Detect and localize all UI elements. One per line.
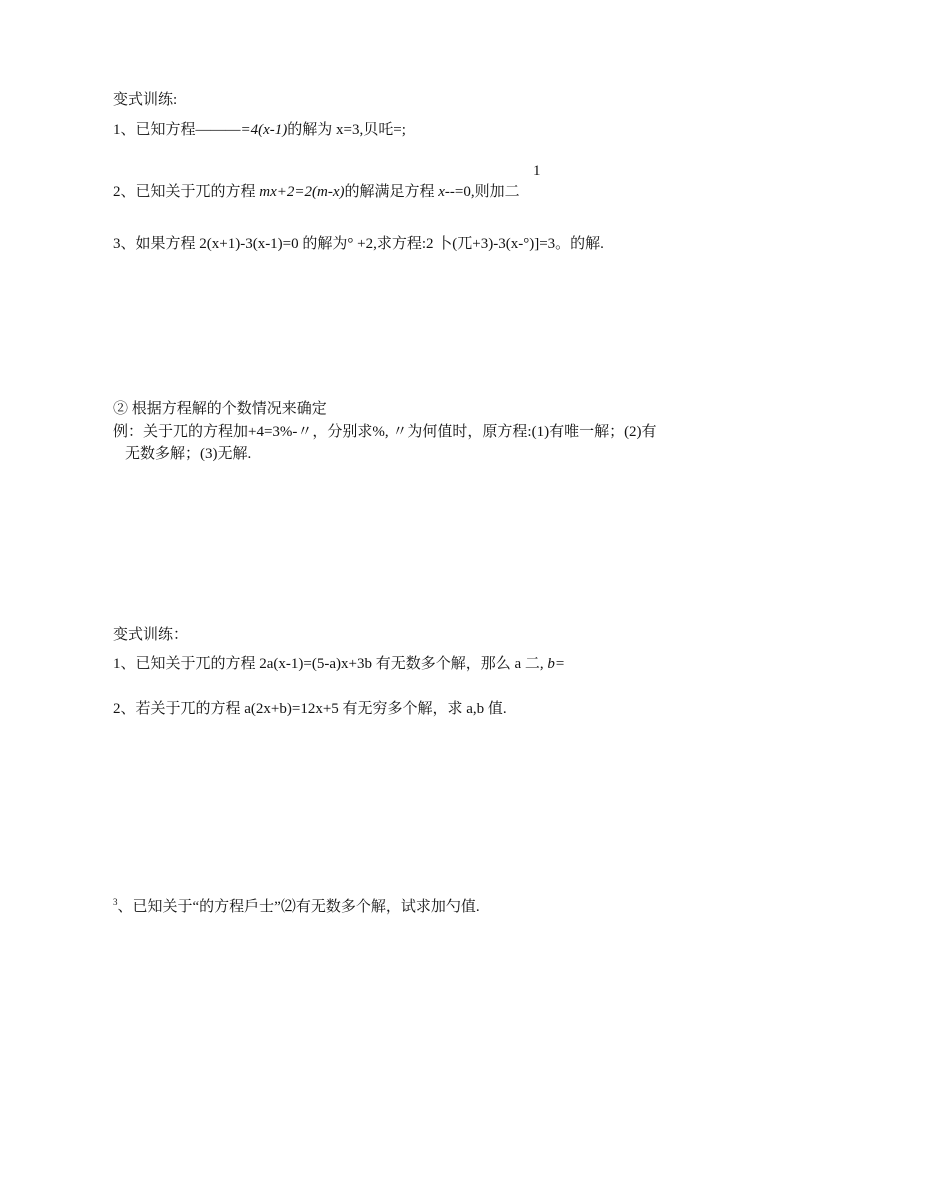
q2-text-a: 2、已知关于兀的方程 bbox=[113, 184, 260, 200]
section1-heading: 变式训练: bbox=[113, 92, 178, 108]
s3q3-number: 3 bbox=[113, 897, 118, 907]
example-line-1: 例：关于兀的方程加+4=3%-〃，分别求%, 〃为何值时，原方程:(1)有唯一解；(2)有 bbox=[113, 424, 657, 440]
example-line-2: 无数多解；(3)无解. bbox=[125, 446, 252, 462]
section3-heading: 变式训练： bbox=[113, 627, 189, 643]
s3q1-text-a: 1、已知关于兀的方程 2a(x-1)=(5-a)x+3b 有无数多个解，那么 a 二, bbox=[113, 656, 548, 672]
q2-text-e: -=0,则加二 bbox=[449, 184, 520, 200]
section3-question-2: 2、若关于兀的方程 a(2x+b)=12x+5 有无穷多个解，求 a,b 值. bbox=[113, 701, 507, 717]
q1-equation: =4(x-1) bbox=[240, 122, 288, 138]
section1-question-1 bbox=[113, 120, 406, 140]
s3q3-text: 、已知关于“的方程戶士”⑵有无数多个解，试求加勺值. bbox=[117, 899, 480, 915]
section2-heading: ② 根据方程解的个数情况来确定 bbox=[113, 401, 327, 417]
q2-variable: x- bbox=[438, 184, 450, 200]
q2-equation: mx+2=2(m-x) bbox=[259, 184, 345, 200]
s3q1-text-b: b= bbox=[547, 656, 565, 672]
q2-text-c: 的解满足方程 bbox=[344, 184, 439, 200]
q1-text-a: 1、已知方程——— bbox=[113, 122, 241, 138]
section3-question-3 bbox=[113, 892, 480, 917]
section1-question-3: 3、如果方程 2(x+1)-3(x-1)=0 的解为° +2,求方程:2 卜(兀+3)-3(x-°)]=3。的解. bbox=[113, 236, 604, 252]
q1-text-c: 的解为 x=3,贝吒=; bbox=[287, 122, 406, 138]
section1-question-2 bbox=[113, 182, 520, 202]
section3-question-1 bbox=[113, 654, 565, 674]
q2-fraction-numerator: 1 bbox=[533, 163, 541, 179]
